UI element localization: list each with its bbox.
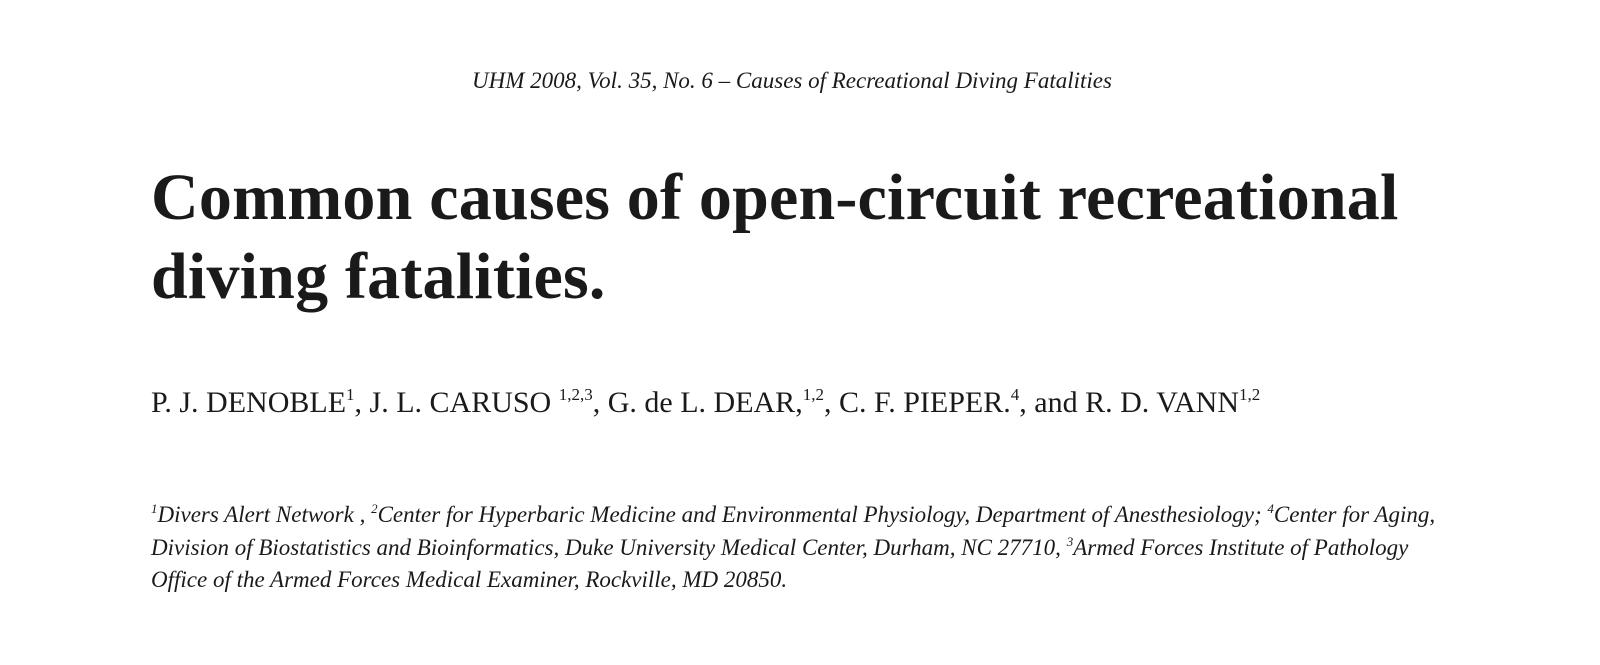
affiliation-text: Divers Alert Network , (157, 502, 372, 527)
affiliations (151, 500, 1441, 595)
author-affiliation-marker: 1,2 (1239, 385, 1261, 404)
author-affiliation-marker: 1,2,3 (558, 385, 593, 404)
author-name: C. F. PIEPER. (838, 386, 1011, 419)
paper-title-line-2: diving fatalities. (151, 240, 606, 313)
author-name: G. de L. DEAR, (607, 386, 803, 419)
affiliation-text: Center for Hyperbaric Medicine and Environmental Physiology, Department of Anesthesiology; (377, 502, 1268, 527)
running-header: UHM 2008, Vol. 35, No. 6 – Causes of Recreational Diving Fatalities (472, 68, 1112, 93)
author-affiliation-marker: 1,2 (802, 385, 824, 404)
paper-title-line-1: Common causes of open-circuit recreational (151, 161, 1399, 234)
author-name: and R. D. VANN (1034, 386, 1240, 419)
author-name: J. L. CARUSO (369, 386, 559, 419)
author-name: P. J. DENOBLE (151, 386, 347, 419)
author-affiliation-marker: 1 (346, 385, 355, 404)
affiliation-marker: 1 (151, 501, 158, 516)
author-affiliation-marker: 4 (1010, 385, 1020, 404)
author-separator: , (1019, 386, 1035, 419)
affiliation-marker: 2 (371, 501, 378, 516)
author-list (151, 384, 1451, 426)
affiliation-marker: 4 (1267, 501, 1274, 516)
affiliation-text: Center for Aging, Division of Biostatistics and Bioinformatics, Duke University Medical Center, Durham, NC 27710, (151, 502, 1436, 560)
affiliation-text: Armed Forces Institute of Pathology Office of the Armed Forces Medical Examiner, Rockville, MD 20850. (151, 534, 1409, 592)
paper-title (151, 158, 1451, 316)
author-separator: , (823, 386, 839, 419)
author-separator: , (592, 386, 608, 419)
author-separator: , (354, 386, 370, 419)
affiliation-marker: 3 (1066, 533, 1074, 549)
